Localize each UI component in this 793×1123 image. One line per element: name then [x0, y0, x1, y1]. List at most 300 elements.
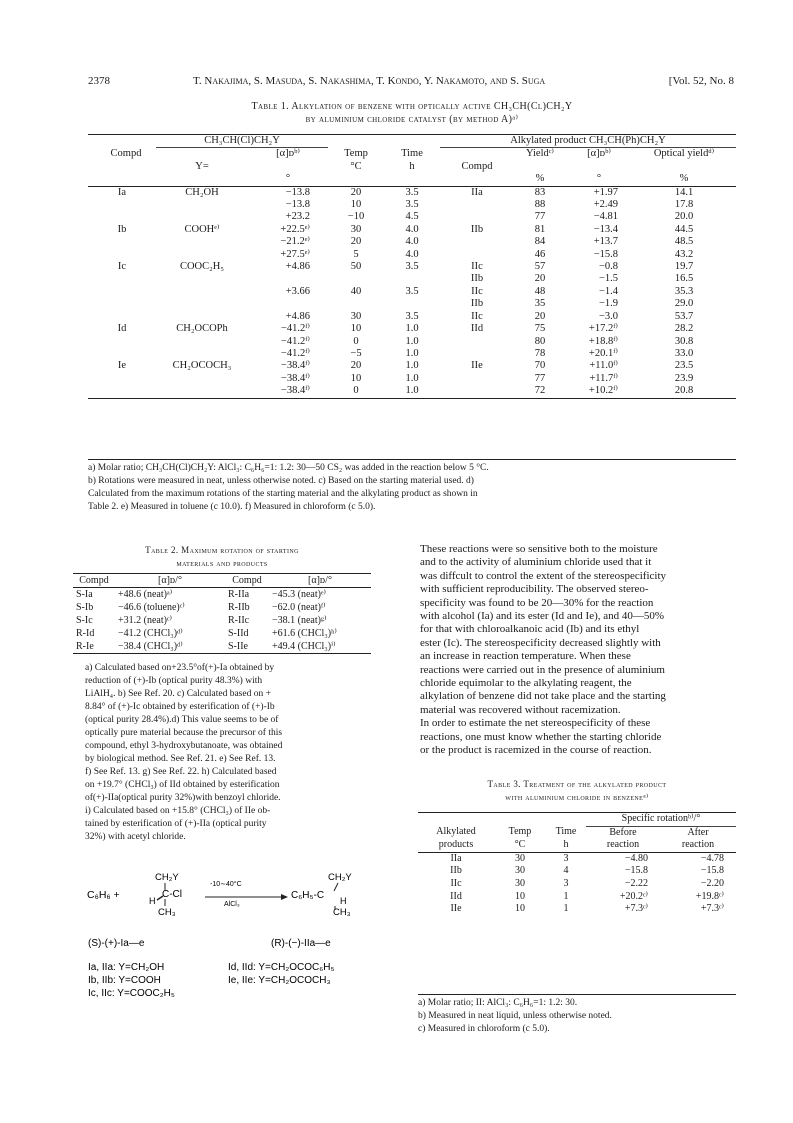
table1-cell-yield: 83 [534, 186, 546, 198]
table1-group-right: Alkylated product CH₃CH(Ph)CH₂Y [440, 135, 736, 148]
table1-cell-compd2 [440, 373, 514, 385]
scheme-reactant: C₆H₆ + [87, 889, 120, 901]
author-line: T. Nakajima, S. Masuda, S. Nakashima, T. Kondo, Y. Nakamoto, and S. Suga [193, 75, 546, 87]
table2-footnote-line: f) See Ref. 13. g) See Ref. 22. h) Calculated based [85, 767, 277, 777]
table3-cell-t: 10 [515, 890, 525, 902]
table3-caption [418, 778, 736, 804]
table-row [88, 211, 736, 223]
table1-cell-time: 4.0 [405, 223, 419, 235]
table1-cell-yield: 35 [534, 298, 546, 310]
body-line: for that with chloroalkanoic acid (Ib) and its ethyl [420, 623, 640, 636]
scheme-legend-4: Ie, IIe: Y=CH₂OCOCH₃ [228, 975, 331, 986]
table1-cell-alpha2: +1.97 [593, 186, 618, 198]
table1-cell-compd [88, 336, 156, 348]
table1-cell-temp: 10 [350, 323, 362, 335]
table3-cell-h: 4 [563, 865, 569, 877]
table3-cell-b: +20.2ᶜ⁾ [619, 890, 648, 902]
table1-cell-opt: 23.9 [674, 372, 694, 384]
table-row [73, 588, 371, 602]
table1-cell-alpha2: +17.2ᶠ⁾ [588, 323, 618, 335]
table2-cell-d: −45.3 (neat)ᵉ⁾ [272, 589, 326, 600]
table3-cell-t: 10 [515, 903, 525, 915]
table1-cell-compd [88, 311, 156, 323]
table3-footnote-line: a) Molar ratio; II: AlCl₃: C₆H₆=1: 1.2: 30. [418, 998, 578, 1008]
table1-cell-compd [88, 236, 156, 248]
table1-caption-line2: by aluminium chloride catalyst (by method A)ᵃ⁾ [305, 114, 519, 125]
scheme-condition-bottom: AlCl₃ [224, 901, 240, 908]
table-row [88, 236, 736, 248]
table3-body [418, 852, 736, 915]
table1-cell-alpha2: +11.0ᶠ⁾ [589, 360, 618, 372]
table1-cell-alpha2: −1.4 [598, 285, 618, 297]
table1-cell-compd: Ic [117, 261, 127, 273]
table1-caption-line1: Table 1. Alkylation of benzene with optically active CH₃CH(Cl)CH₂Y [251, 101, 573, 112]
table1-cell-opt: 48.5 [674, 236, 694, 248]
table1-cell-time: 1.0 [405, 335, 419, 347]
table1-col-opt-unit: % [679, 173, 689, 185]
table1-cell-opt: 28.2 [674, 323, 694, 335]
table2-cell-b: −38.4 (CHCl₃)ᵈ⁾ [118, 641, 183, 652]
body-paragraph-2 [406, 717, 736, 757]
table1-cell-y [156, 211, 248, 223]
table3-cell-t: 30 [515, 877, 525, 889]
table3-cell-a: −4.78 [700, 852, 724, 864]
table3-cell-b: −2.22 [624, 877, 648, 889]
table2-cell-b: −46.6 (toluene)ᶜ⁾ [118, 602, 185, 613]
table1-cell-yield: 57 [534, 261, 546, 273]
table1-cell-y [156, 336, 248, 348]
table1-cell-temp: 30 [350, 223, 362, 235]
table1-footnote-line: Table 2. e) Measured in toluene (c 10.0). f) Measured in chloroform (c 5.0). [88, 502, 376, 512]
table2-col-alpha2: [α]ᴅ/° [308, 575, 332, 586]
table1-cell-compd [88, 273, 156, 285]
scheme-product: C₆H₅-C [291, 890, 325, 901]
table1-cell-alpha2: −13.4 [593, 223, 618, 235]
scheme-bond-up-right [334, 883, 338, 891]
table1-col-temp: Temp [344, 148, 368, 160]
table-row [418, 852, 736, 865]
table2-footnote-line: on +19.7° (CHCl₃) of IId obtained by esterification [85, 780, 280, 790]
table3-footnote-line: c) Measured in chloroform (c 5.0). [418, 1024, 550, 1034]
running-header [88, 75, 734, 91]
table1-cell-compd [88, 211, 156, 223]
table2-footnote-line: 8.84° of (+)-Ic obtained by esterification of (+)-Ib [85, 702, 275, 712]
table2-cell-c: S-IId [228, 628, 249, 639]
table1-cell-temp [328, 273, 384, 285]
table1-cell-yield: 80 [534, 335, 546, 347]
table3-col-after2: reaction [681, 839, 715, 851]
table1-cell-alpha2: +20.1ᶠ⁾ [588, 347, 618, 359]
table2-col-alpha: [α]ᴅ/° [158, 575, 182, 586]
table2-body [73, 588, 371, 654]
table1-cell-yield: 77 [534, 211, 546, 223]
table1-cell-compd2: IIb [470, 273, 484, 285]
table1-cell-yield: 81 [534, 223, 546, 235]
table1-cell-compd2 [440, 199, 514, 211]
table1-cell-y [156, 348, 248, 360]
table3-cell-a: −2.20 [700, 877, 724, 889]
table2-cell-a: S-Ia [76, 589, 93, 600]
table1-cell-y: COOHᵉ⁾ [184, 223, 220, 235]
table1-footnote-line: Calculated from the maximum rotations of the starting material and the alkylating product as shown in [88, 489, 478, 499]
table2-cell-c: S-IIe [228, 641, 248, 652]
table1-cell-temp: 50 [350, 261, 362, 273]
table1-cell-y [156, 385, 248, 398]
table1-cell-compd2 [440, 249, 514, 261]
table1-cell-alpha [248, 298, 328, 310]
table3-cell-p: IIe [450, 903, 462, 915]
table1-cell-compd2: IIc [471, 261, 483, 273]
table1-cell-temp: −10 [347, 211, 365, 223]
table2-footnote-line: by biological method. See Ref. 21. e) See Ref. 13. [85, 754, 276, 764]
table1-cell-alpha2: +2.49 [593, 199, 618, 211]
table1-cell-time: 4.5 [405, 211, 419, 223]
table1-cell-opt: 53.7 [674, 310, 694, 322]
table1-cell-alpha2: +13.7 [593, 236, 618, 248]
scheme-legend-5: Ic, IIc: Y=COOC₂H₅ [88, 988, 175, 999]
table2-footnote-line: 32%) with acetyl chloride. [85, 832, 186, 842]
table-row [88, 224, 736, 236]
table1-cell-compd [88, 199, 156, 211]
table1-cell-alpha: −41.2ᶠ⁾ [280, 335, 310, 347]
table1-cell-yield: 20 [534, 273, 546, 285]
table2-col-compd2: Compd [232, 575, 262, 586]
body-line: specificity was found to be 20—30% for the reaction [420, 596, 654, 609]
table1-cell-compd2 [440, 211, 514, 223]
table1-body [88, 186, 736, 398]
table-row [88, 199, 736, 211]
table-row [73, 640, 371, 654]
table2-footnote-line: reduction of (+)-Ib (optical purity 48.3%) with [85, 676, 263, 686]
table1 [88, 134, 736, 399]
table1-cell-opt: 19.7 [674, 261, 694, 273]
table3-caption-line2: with aluminium chloride in benzeneᵃ⁾ [505, 792, 649, 802]
table2-cell-d: −62.0 (neat)ᶠ⁾ [272, 602, 326, 613]
table1-footnote-line: a) Molar ratio; CH₃CH(Cl)CH₂Y: AlCl₃: C₆H₆=1: 1.2: 30—50 CS₂ was added in the reaction below 5 °C. [88, 463, 489, 473]
table1-cell-time: 1.0 [405, 360, 419, 372]
table2-footnote-line: optically pure material because the precursor of this [85, 728, 283, 738]
table3-cell-h: 3 [563, 877, 569, 889]
table1-cell-compd: Ia [117, 186, 127, 198]
table-row [88, 385, 736, 398]
table1-col-compd2: Compd [461, 160, 493, 172]
body-column [406, 543, 736, 758]
body-line: with sufficient reproducibility. The observed stereo- [420, 583, 649, 596]
table2-cell-b: +48.6 (neat)ᵃ⁾ [118, 589, 173, 600]
table1-cell-temp: 20 [350, 360, 362, 372]
scheme-h-right: H [340, 896, 347, 906]
table2-caption-line2: materials and products [176, 558, 268, 568]
table1-cell-alpha: +23.2 [285, 211, 310, 223]
table1-cell-compd: Id [117, 323, 127, 335]
table1-cell-time [384, 273, 440, 285]
table1-cell-y: CH₂OH [185, 186, 219, 198]
table1-col-alpha: [α]ᴅᵇ⁾ [276, 148, 300, 160]
table2-footnote-line: compound, ethyl 3-hydroxybutanoate, was obtained [85, 741, 283, 751]
table2 [73, 573, 371, 654]
table1-cell-compd2: IIc [471, 310, 483, 322]
table1-cell-time: 4.0 [405, 236, 419, 248]
table-row [88, 336, 736, 348]
table1-col-opt: Optical yieldᵈ⁾ [653, 148, 715, 160]
table1-cell-temp: 40 [350, 285, 362, 297]
table1-cell-compd: Ie [117, 360, 127, 372]
table-row [88, 298, 736, 310]
table1-cell-y: COOC₂H₅ [179, 261, 225, 273]
table3-col-temp-unit: °C [514, 839, 526, 851]
table1-cell-compd2: IIb [470, 298, 484, 310]
table3-cell-p: IIc [450, 877, 462, 889]
table1-cell-alpha: +3.66 [285, 285, 310, 297]
table1-cell-opt: 29.0 [674, 298, 694, 310]
body-line: and to the activity of aluminium chloride used that it [420, 556, 652, 569]
table3-col-time-unit: h [563, 839, 569, 851]
table1-cell-compd2 [440, 348, 514, 360]
table1-cell-alpha: −13.8 [285, 199, 310, 211]
scheme-condition-top: -10∼40°C [210, 881, 242, 888]
table1-cell-opt: 17.8 [674, 199, 694, 211]
table1-col-time-unit: h [409, 160, 415, 172]
table1-cell-time: 1.0 [405, 372, 419, 384]
body-line: was diffcult to control the extent of the stereospecificity [420, 569, 666, 582]
table2-footnote-line: a) Calculated based on+23.5°of(+)-Ia obtained by [85, 663, 275, 673]
table1-footnote-line: b) Rotations were measured in neat, unless otherwise noted. c) Based on the starting material used. d) [88, 476, 474, 486]
table1-cell-y [156, 311, 248, 323]
table1-col-yield-unit: % [535, 173, 545, 185]
table1-cell-yield: 78 [534, 347, 546, 359]
table1-cell-compd2: IIc [471, 285, 483, 297]
table1-cell-temp: 0 [353, 335, 359, 347]
table1-cell-yield: 48 [534, 285, 546, 297]
table-row [73, 601, 371, 614]
table1-cell-temp: −5 [350, 347, 362, 359]
table3-cell-b: −15.8 [624, 865, 648, 877]
table-row [88, 311, 736, 323]
table3-cell-a: −15.8 [700, 865, 724, 877]
table1-cell-y: CH₂OCOCH₃ [172, 360, 232, 372]
table3-cell-b: −4.80 [624, 852, 648, 864]
table1-cell-alpha: −13.8 [285, 186, 310, 198]
table1-cell-alpha2: +11.7ᶠ⁾ [589, 372, 618, 384]
table1-cell-compd2: IId [470, 323, 484, 335]
table1-cell-y [156, 199, 248, 211]
table1-cell-alpha: −38.4ᶠ⁾ [280, 360, 310, 372]
table3-caption-line1: Table 3. Treatment of the alkylated product [487, 779, 667, 789]
table1-cell-temp: 5 [353, 248, 359, 260]
table2-caption [73, 544, 371, 570]
table1-footnotes [88, 459, 736, 514]
body-line: with alcohol (Ia) and its ester (Id and Ie), and 40—50% [420, 610, 665, 623]
table1-cell-compd: Ib [117, 223, 127, 235]
table1-cell-temp: 10 [350, 372, 362, 384]
scheme-label-left: (S)-(+)-Ia—e [88, 938, 145, 949]
table1-cell-alpha2: +18.8ᶠ⁾ [588, 335, 618, 347]
scheme-legend-1: Ia, IIa: Y=CH₂OH [88, 962, 165, 973]
table-row [418, 865, 736, 878]
scheme-c-cl: C-Cl [162, 889, 182, 900]
table3-footnote-line: b) Measured in neat liquid, unless otherwise noted. [418, 1011, 612, 1021]
table1-cell-compd [88, 298, 156, 310]
table2-cell-a: S-Ic [76, 615, 93, 626]
table1-cell-compd2: IIe [471, 360, 483, 372]
table1-cell-alpha: −21.2ᵉ⁾ [280, 236, 310, 248]
body-line: or the product is racemized in the course of reaction. [420, 744, 652, 757]
table1-cell-alpha [248, 273, 328, 285]
table1-col-alpha-unit: ° [285, 173, 291, 185]
table1-cell-yield: 70 [534, 360, 546, 372]
table1-cell-opt: 43.2 [674, 248, 694, 260]
body-line: These reactions were so sensitive both to the moisture [420, 543, 658, 555]
table-row [73, 614, 371, 627]
table3-cell-h: 1 [563, 903, 569, 915]
table3-col-temp: Temp [508, 826, 532, 838]
table1-cell-time: 3.5 [405, 199, 419, 211]
table1-cell-alpha: +22.5ᵉ⁾ [280, 223, 310, 235]
table1-cell-temp: 0 [353, 385, 359, 397]
table1-cell-temp: 30 [350, 310, 362, 322]
table1-cell-alpha: +4.86 [285, 261, 310, 273]
table1-cell-opt: 23.5 [674, 360, 694, 372]
body-line: material was recovered without racemization. [420, 703, 621, 716]
table1-cell-yield: 20 [534, 310, 546, 322]
table3-col-products2: products [438, 839, 474, 851]
table1-cell-time [384, 298, 440, 310]
table1-cell-compd [88, 373, 156, 385]
table1-cell-time: 1.0 [405, 347, 419, 359]
table-row [418, 891, 736, 904]
table2-footnote-line: tained by esterification of (+)-IIa (optical purity [85, 819, 267, 829]
table1-cell-y [156, 373, 248, 385]
table1-cell-opt: 14.1 [674, 186, 694, 198]
table1-cell-y [156, 236, 248, 248]
table1-col-compd: Compd [110, 148, 142, 160]
table1-cell-opt: 33.0 [674, 347, 694, 359]
table1-cell-time: 1.0 [405, 323, 419, 335]
table1-col-alpha2: [α]ᴅᵇ⁾ [587, 148, 611, 160]
table-row [88, 286, 736, 298]
table2-cell-b: +31.2 (neat)ᶜ⁾ [118, 615, 172, 626]
body-line: ester (Ic). The stereospecificity decreased slightly with [420, 636, 661, 649]
table-row [88, 249, 736, 261]
reaction-scheme [85, 866, 375, 1006]
table3-col-rot: Specific rotationᵇ⁾/° [586, 813, 736, 827]
scheme-ch2y-left: CH₂Y [155, 872, 179, 883]
table1-cell-opt: 30.8 [674, 335, 694, 347]
volume-info: [Vol. 52, No. 8 [668, 75, 734, 87]
body-line: chloride equimolar to the alkylating reagent, the [420, 677, 632, 690]
table2-footnote-line: LiAlH₄. b) See Ref. 20. c) Calculated based on + [85, 689, 271, 699]
table2-cell-d: −38.1 (neat)ᵍ⁾ [272, 615, 327, 626]
table2-cell-a: S-Ib [76, 602, 94, 613]
body-line: reactions were carried out in the presence of aluminium [420, 663, 665, 676]
table1-caption [88, 100, 736, 126]
table3-cell-p: IIa [450, 852, 462, 864]
table2-cell-d: +49.4 (CHCl₃)ⁱ⁾ [272, 641, 336, 652]
scheme-arrowhead [281, 894, 288, 900]
table3-col-after: After [687, 826, 709, 838]
table3-cell-a: +19.8ᶜ⁾ [695, 890, 724, 902]
table1-cell-yield: 88 [534, 199, 546, 211]
table1-col-temp-unit: °C [350, 160, 362, 172]
table-row [88, 273, 736, 285]
table1-cell-opt: 20.0 [674, 211, 694, 223]
table1-col-yield: Yieldᶜ⁾ [525, 148, 554, 160]
table1-cell-time: 1.0 [405, 385, 419, 397]
table1-cell-time: 4.0 [405, 248, 419, 260]
table1-cell-yield: 72 [534, 385, 546, 397]
table1-cell-alpha2: −15.8 [593, 248, 618, 260]
table1-cell-yield: 77 [534, 372, 546, 384]
table3-col-products: Alkylated [436, 826, 476, 838]
body-paragraph-1 [406, 543, 736, 717]
scheme-ch3-right: CH₃ [333, 907, 351, 918]
table2-cell-a: R-Id [76, 628, 95, 639]
table2-cell-b: −41.2 (CHCl₃)ᵈ⁾ [118, 628, 183, 639]
table1-cell-compd2: IIa [471, 186, 483, 198]
body-line: reactions, one must know whether the starting chloride [420, 730, 662, 743]
table1-cell-alpha: +27.5ᵉ⁾ [280, 248, 310, 260]
scheme-legend-2: Id, IId: Y=CH₂OCOC₆H₅ [228, 962, 335, 973]
table1-cell-yield: 84 [534, 236, 546, 248]
table1-cell-alpha2: −0.8 [598, 261, 618, 273]
table-row [88, 261, 736, 273]
table1-col-time: Time [401, 148, 423, 160]
table1-group-left: CH₃CH(Cl)CH₂Y [156, 135, 328, 148]
table1-cell-compd [88, 348, 156, 360]
table3-cell-t: 30 [515, 865, 525, 877]
table2-cell-a: R-Ie [76, 641, 94, 652]
table-row [88, 186, 736, 199]
table1-cell-opt: 16.5 [674, 273, 694, 285]
table2-footnote-line: (optical purity 28.4%).d) This value seems to be of [85, 715, 279, 725]
table2-cell-d: +61.6 (CHCl₃)ʰ⁾ [272, 628, 337, 639]
table3-cell-p: IIb [450, 865, 462, 877]
table1-cell-opt: 35.3 [674, 285, 694, 297]
table1-cell-y [156, 273, 248, 285]
table3-cell-t: 30 [515, 852, 525, 864]
table-row [88, 360, 736, 372]
table1-cell-time: 3.5 [405, 186, 419, 198]
body-line: an increase in reaction temperature. When these [420, 650, 631, 663]
table1-cell-compd2 [440, 336, 514, 348]
table3-col-before2: reaction [606, 839, 640, 851]
table1-cell-compd2 [440, 236, 514, 248]
table1-cell-opt: 44.5 [674, 223, 694, 235]
table2-cell-c: R-IIb [228, 602, 250, 613]
table3-footnotes [418, 994, 736, 1036]
scheme-label-right: (R)-(−)-IIa—e [271, 938, 331, 949]
scheme-h-left: H [149, 896, 156, 906]
table1-cell-time: 3.5 [405, 285, 419, 297]
body-line: In order to estimate the net stereospecificity of these [420, 717, 651, 730]
table1-cell-compd2 [440, 385, 514, 398]
table1-cell-opt: 20.8 [674, 385, 694, 397]
table1-cell-compd [88, 286, 156, 298]
page-number: 2378 [88, 75, 110, 87]
table1-cell-temp: 20 [350, 236, 362, 248]
body-line: alkylation of benzene did not take place and the starting [420, 690, 666, 703]
table1-cell-temp: 20 [350, 186, 362, 198]
table2-col-compd: Compd [79, 575, 109, 586]
table1-cell-alpha2: −1.5 [598, 273, 618, 285]
table1-cell-alpha: −38.4ᶠ⁾ [280, 385, 310, 397]
table1-cell-temp: 10 [350, 199, 362, 211]
table2-footnote-line: i) Calculated based on +15.8° (CHCl₃) of IIe ob- [85, 806, 271, 816]
table-row [88, 348, 736, 360]
table1-cell-y [156, 298, 248, 310]
table-row [88, 323, 736, 335]
table-row [418, 903, 736, 916]
